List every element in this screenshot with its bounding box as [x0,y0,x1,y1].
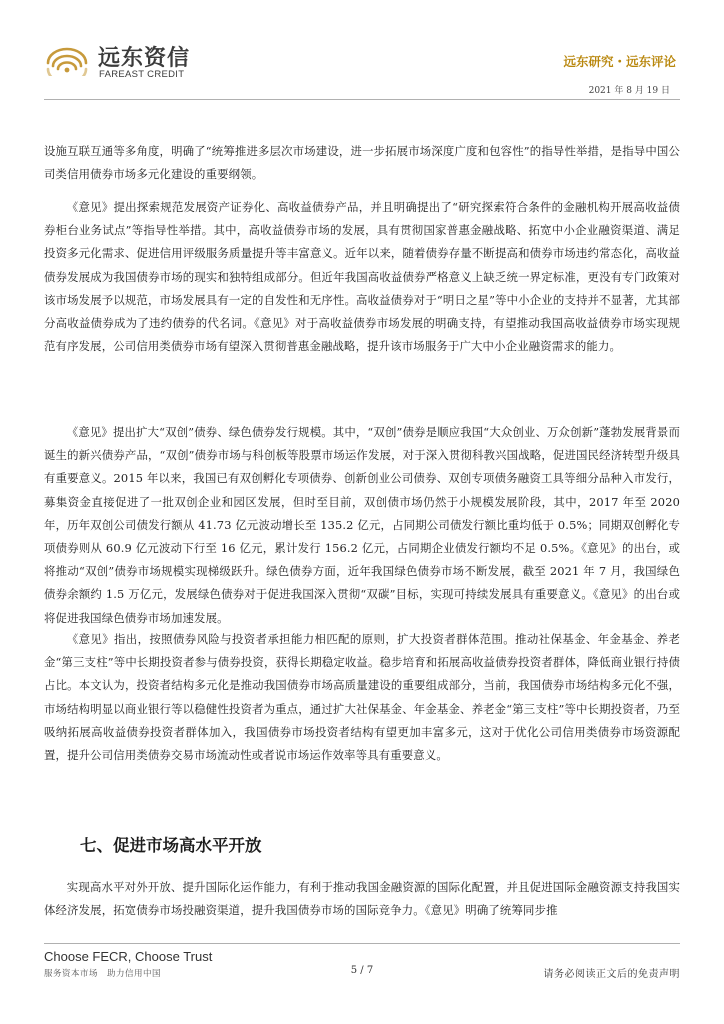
brand-name-cn: 远东资信 [98,46,191,71]
header-divider [44,99,680,100]
footer-sub-slogan: 服务资本市场 助力信用中国 [44,969,162,979]
paragraph-innovation-green-bonds: 《意见》提出扩大“双创”债券、绿色债券发行规模。其中，“双创”债券是顺应我国“大众创业、万众创新”蓬勃发展背景而诞生的新兴债券产品，“双创”债券市场与科创板等股票市场运作发展，对于深入贯彻科教兴国战略，促进国民经济转型升级具有重要意义。2015 年以来，我国已有双创孵化专项债券、创新创业公司债券、双创专项债务融资工具等细分品种入市发行，募集资金直接促进了一批双创企业和园区发展，但时至目前，双创债市场仍然于小规模发展阶段，其中，2017 年至 2020 年，历年双创公司债发行额从 41.73 亿元波动增长至 135.2 亿元，占同期公司债发行额比重均低于 0.5%；同期双创孵化专项债券则从 60.9 亿元波动下行至 16 亿元，累计发行 156.2 亿元，占同期企业债发行额均不足 0.5%。《意见》的出台，或将推动“双创”债券市场规模实现梯级跃升。绿色债券方面，近年我国绿色债券市场不断发展，截至 2021 年 7 月，我国绿色债券余额约 1.5 万亿元，发展绿色债券对于促进我国深入贯彻“双碳”目标，实现可持续发展具有重要意义。《意见》的出台或将促进我国绿色债券市场加速发展。 [44,425,680,625]
paragraph-high-yield-bonds: 《意见》提出探索规范发展资产证券化、高收益债券产品，并且明确提出了“研究探索符合条件的金融机构开展高收益债券柜台业务试点”等指导性举措。其中，高收益债券市场的发展，具有贯彻国家普惠金融战略、拓宽中小企业融资渠道、满足投资多元化需求、促进信用评级服务质量提升等丰富意义。近年以来，随着债券存量不断提高和债券市场违约常态化，高收益债券发展成为我国债券市场的现实和独特组成部分。但近年我国高收益债券严格意义上缺乏统一界定标准，更没有专门政策对该市场发展予以规范，市场发展具有一定的自发性和无序性。高收益债券对于“明日之星”等中小企业的支持并不显著，尤其部分高收益债券成为了违约债券的代名词。《意见》对于高收益债券市场发展的明确支持，有望推动我国高收益债券市场实现规范有序发展，公司信用类债券市场有望深入贯彻普惠金融战略，提升该市场服务于广大中小企业融资需求的能力。 [44,200,680,354]
footer-slogan: Choose FECR, Choose Trust [44,949,213,964]
column-title: 远东研究・远东评论 [563,54,676,69]
report-date: 2021 年 8 月 19 日 [588,86,670,96]
section-heading-market-opening: 七、促进市场高水平开放 [80,836,262,855]
brand-name-en: FAREAST CREDIT [99,69,185,80]
paragraph-continued: 设施互联互通等多角度，明确了“统筹推进多层次市场建设，进一步拓展市场深度广度和包容性”的指导性举措，是指导中国公司类信用债券市场多元化建设的重要纲领。 [44,144,680,182]
fareast-credit-logo-icon [44,42,90,76]
paragraph-market-opening: 实现高水平对外开放、提升国际化运作能力，有利于推动我国金融资源的国际化配置，并且促进国际金融资源支持我国实体经济发展，拓宽债券市场投融资渠道，提升我国债券市场的国际竞争力。《意见》明确了统筹同步推 [44,880,680,918]
page-number: 5 / 7 [350,965,374,976]
paragraph-investor-diversification: 《意见》指出，按照债券风险与投资者承担能力相匹配的原则，扩大投资者群体范围。推动社保基金、年金基金、养老金“第三支柱”等中长期投资者参与债券投资，获得长期稳定收益。稳步培育和拓展高收益债券投资者群体，降低商业银行持债占比。本文认为，投资者结构多元化是推动我国债券市场高质量建设的重要组成部分，当前，我国债券市场结构多元化不强，市场结构明显以商业银行等以稳健性投资者为重点，通过扩大社保基金、年金基金、养老金“第三支柱”等中长期投资者，乃至吸纳拓展高收益债券投资者群体加入，我国债券市场投资者结构有望更加丰富多元，这对于优化公司信用类债券市场资源配置，提升公司信用类债券交易市场流动性或者说市场运作效率等具有重要意义。 [44,632,680,763]
footer-disclaimer: 请务必阅读正文后的免责声明 [543,969,680,980]
footer-divider [44,943,680,944]
